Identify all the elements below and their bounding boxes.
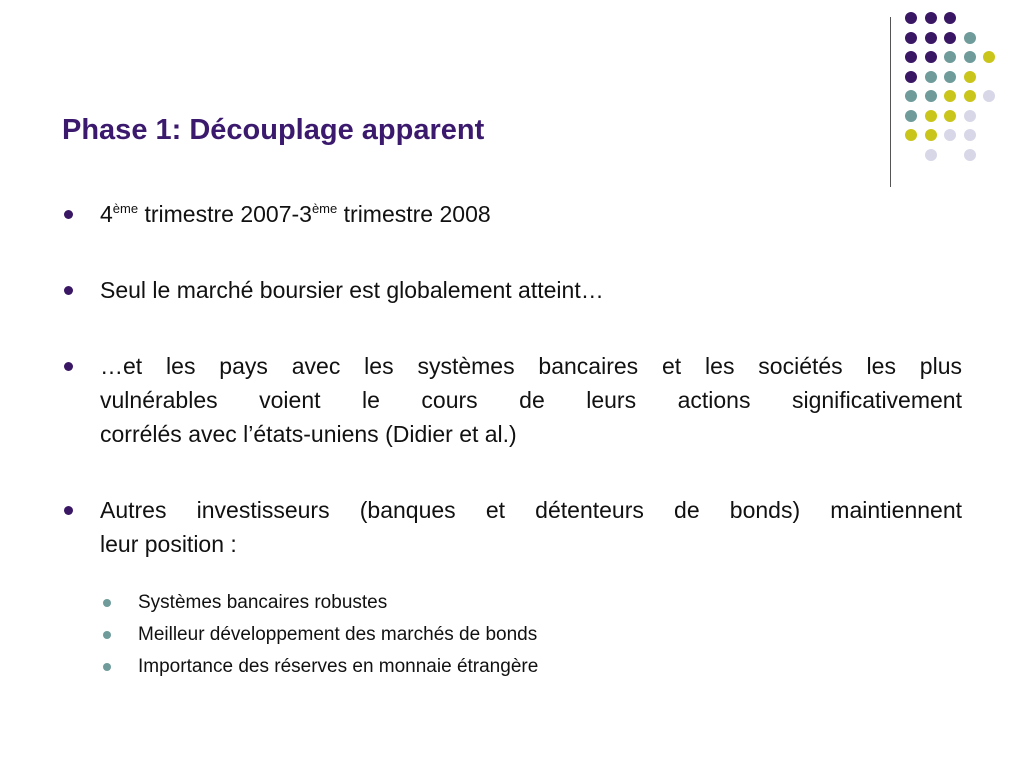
decorative-dot xyxy=(964,32,976,44)
decorative-dot xyxy=(905,12,917,24)
decorative-dot xyxy=(905,51,917,63)
decorative-dot xyxy=(925,51,937,63)
bullet-list xyxy=(62,197,962,561)
decorative-dot xyxy=(964,71,976,83)
period-suffix: trimestre 2008 xyxy=(337,201,491,227)
bullet-line-1: Autres investisseurs (banques et détenteurs de bonds) maintiennent xyxy=(100,497,962,523)
decorative-dot xyxy=(925,149,937,161)
bullet-item-period xyxy=(62,197,962,231)
superscript-1: ème xyxy=(112,201,139,216)
bullet-item-countries xyxy=(62,349,962,451)
decorative-dot xyxy=(944,51,956,63)
superscript-2: ème xyxy=(311,201,338,216)
decorative-dot xyxy=(905,129,917,141)
decorative-dot xyxy=(905,110,917,122)
bullet-item-market xyxy=(62,273,962,307)
sub-bullet-item xyxy=(100,587,900,619)
sub-bullet-text: Importance des réserves en monnaie étrangère xyxy=(138,656,539,677)
decorative-dot xyxy=(925,12,937,24)
vertical-divider xyxy=(890,17,891,187)
sub-bullet-text: Systèmes bancaires robustes xyxy=(138,592,388,613)
decorative-dot xyxy=(905,71,917,83)
decorative-dot xyxy=(944,71,956,83)
decorative-dot xyxy=(964,129,976,141)
period-middle: trimestre 2007-3 xyxy=(138,201,312,227)
decorative-dot xyxy=(925,90,937,102)
decorative-dot xyxy=(925,110,937,122)
decorative-dot xyxy=(905,32,917,44)
decorative-dot xyxy=(964,110,976,122)
bullet-line-1: …et les pays avec les systèmes bancaires et les sociétés les plus xyxy=(100,353,962,379)
decorative-dot xyxy=(964,90,976,102)
sub-bullet-item xyxy=(100,651,900,683)
bullet-icon xyxy=(64,362,73,371)
decorative-dot xyxy=(944,129,956,141)
dot-grid-decoration xyxy=(905,12,1015,172)
decorative-dot xyxy=(944,12,956,24)
bullet-icon xyxy=(64,506,73,515)
bullet-icon xyxy=(64,286,73,295)
bullet-icon xyxy=(64,210,73,219)
bullet-line-3: corrélés avec l’états-uniens (Didier et al.) xyxy=(100,421,517,447)
decorative-dot xyxy=(925,32,937,44)
sub-bullet-text: Meilleur développement des marchés de bonds xyxy=(138,624,538,645)
decorative-dot xyxy=(983,90,995,102)
slide-title: Phase 1: Découplage apparent xyxy=(62,114,485,146)
bullet-line-2: vulnérables voient le cours de leurs actions significativement xyxy=(100,387,962,413)
sub-bullet-list xyxy=(100,585,900,683)
decorative-dot xyxy=(944,110,956,122)
sub-bullet-icon xyxy=(103,599,111,607)
sub-bullet-icon xyxy=(103,631,111,639)
bullet-text: Seul le marché boursier est globalement atteint… xyxy=(100,277,604,303)
decorative-dot xyxy=(944,90,956,102)
decorative-dot xyxy=(925,71,937,83)
sub-bullet-item xyxy=(100,619,900,651)
bullet-line-2: leur position : xyxy=(100,531,237,557)
decorative-dot xyxy=(905,90,917,102)
decorative-dot xyxy=(964,149,976,161)
decorative-dot xyxy=(925,129,937,141)
sub-bullet-icon xyxy=(103,663,111,671)
bullet-item-investors xyxy=(62,493,962,561)
decorative-dot xyxy=(983,51,995,63)
decorative-dot xyxy=(944,32,956,44)
period-prefix: 4 xyxy=(100,201,113,227)
decorative-dot xyxy=(964,51,976,63)
